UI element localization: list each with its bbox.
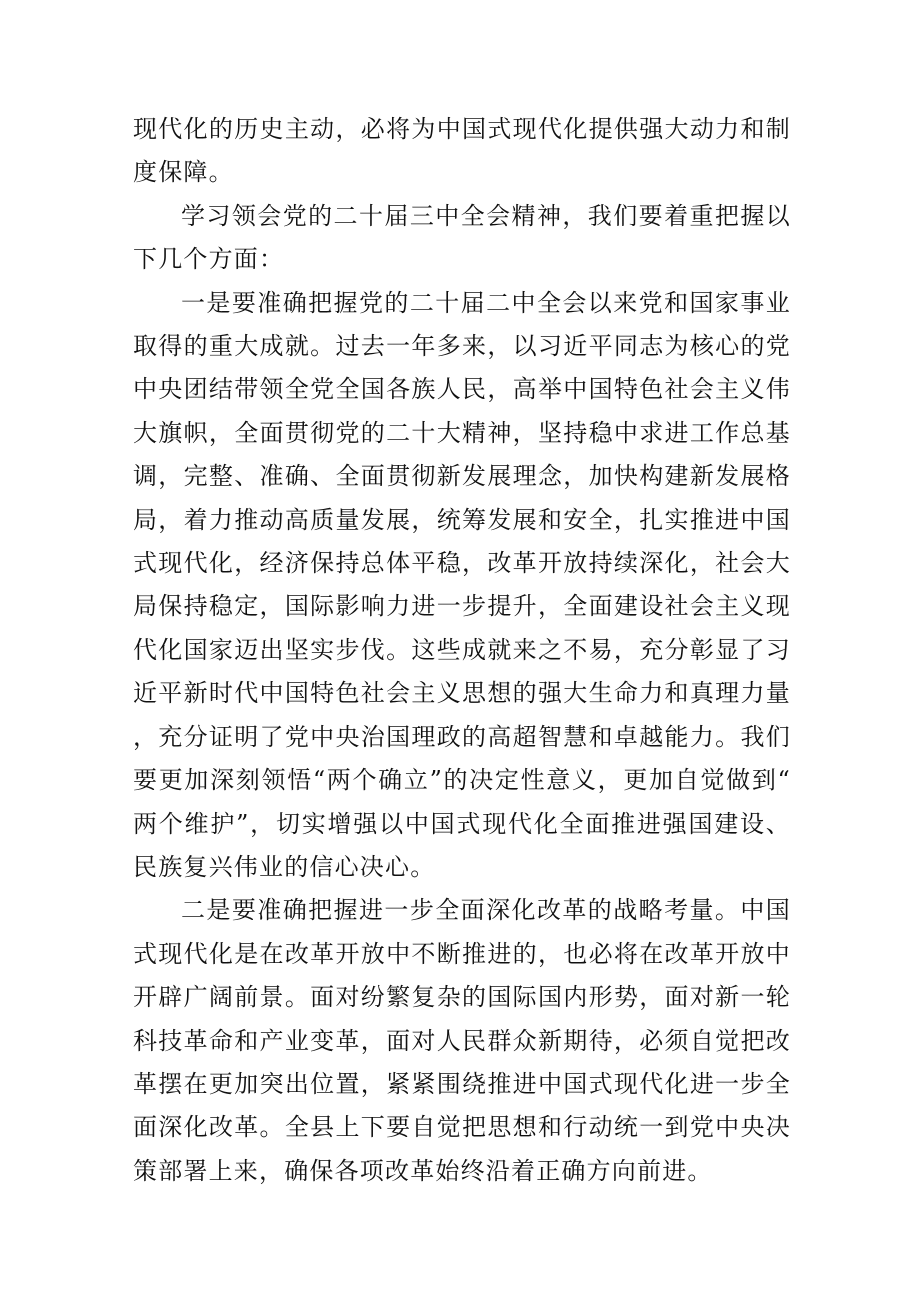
paragraph-point-two: 二是要准确把握进一步全面深化改革的战略考量。中国式现代化是在改革开放中不断推进的，也必将在改革开放中开辟广阔前景。面对纷繁复杂的国际国内形势，面对新一轮科技革命和产业变革，面对人民群众新期待，必须自觉把改革摆在更加突出位置，紧紧围绕推进中国式现代化进一步全面深化改革。全县上下要自觉把思想和行动统一到党中央决策部署上来，确保各项改革始终沿着正确方向前进。 <box>133 896 791 1185</box>
paragraph-continuation: 现代化的历史主动，必将为中国式现代化提供强大动力和制度保障。 <box>133 115 791 187</box>
paragraph-intro: 学习领会党的二十届三中全会精神，我们要着重把握以下几个方面： <box>133 201 791 274</box>
paragraph-point-one: 一是要准确把握党的二十届二中全会以来党和国家事业取得的重大成就。过去一年多来，以习近平同志为核心的党中央团结带领全党全国各族人民，高举中国特色社会主义伟大旗帜，全面贯彻党的二十大精神，坚持稳中求进工作总基调，完整、准确、全面贯彻新发展理念，加快构建新发展格局，着力推动高质量发展，统筹发展和安全，扎实推进中国式现代化，经济保持总体平稳，改革开放持续深化，社会大局保持稳定，国际影响力进一步提升，全面建设社会主义现代化国家迈出坚实步伐。这些成就来之不易，充分彰显了习近平新时代中国特色社会主义思想的强大生命力和真理力量，充分证明了党中央治国理政的高超智慧和卓越能力。我们要更加深刻领悟“两个确立”的决定性意义，更加自觉做到“两个维护”，切实增强以中国式现代化全面推进强国建设、民族复兴伟业的信心决心。 <box>133 288 791 881</box>
document-body <box>133 108 791 1193</box>
